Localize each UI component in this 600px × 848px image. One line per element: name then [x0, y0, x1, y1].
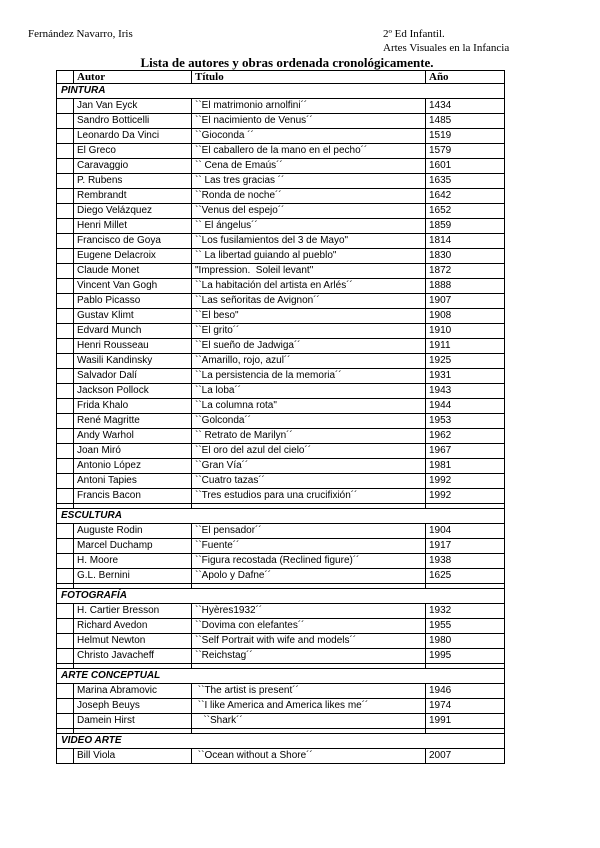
table-row: [57, 684, 505, 699]
table-row: [57, 264, 505, 279]
author-cell: Leonardo Da Vinci: [74, 129, 192, 144]
row-index-cell: [57, 309, 74, 324]
author-cell: Claude Monet: [74, 264, 192, 279]
table-row: [57, 294, 505, 309]
author-cell: Jackson Pollock: [74, 384, 192, 399]
author-cell: H. Cartier Bresson: [74, 604, 192, 619]
row-index-cell: [57, 339, 74, 354]
year-cell: 1932: [426, 604, 505, 619]
year-cell: 1579: [426, 144, 505, 159]
table-row: [57, 714, 505, 729]
author-cell: Auguste Rodin: [74, 524, 192, 539]
row-index-cell: [57, 219, 74, 234]
title-cell: ``El pensador´´: [192, 524, 426, 539]
year-cell: 1967: [426, 444, 505, 459]
table-row: [57, 219, 505, 234]
table-row: [57, 369, 505, 384]
row-index-cell: [57, 444, 74, 459]
year-cell: 2007: [426, 749, 505, 764]
row-index-cell: [57, 699, 74, 714]
year-cell: 1859: [426, 219, 505, 234]
year-cell: 1938: [426, 554, 505, 569]
author-cell: Caravaggio: [74, 159, 192, 174]
year-cell: 1904: [426, 524, 505, 539]
author-cell: Gustav Klimt: [74, 309, 192, 324]
row-index-cell: [57, 429, 74, 444]
row-index-cell: [57, 294, 74, 309]
subject-label: Artes Visuales en la Infancia: [383, 42, 510, 54]
title-cell: ``El matrimonio arnolfini´´: [192, 99, 426, 114]
author-cell: Antonio López: [74, 459, 192, 474]
year-cell: 1911: [426, 339, 505, 354]
author-cell: Pablo Picasso: [74, 294, 192, 309]
table-row: [57, 309, 505, 324]
title-cell: ``El beso": [192, 309, 426, 324]
row-index-cell: [57, 384, 74, 399]
author-cell: Rembrandt: [74, 189, 192, 204]
table-row: [57, 189, 505, 204]
year-cell: 1962: [426, 429, 505, 444]
row-index-cell: [57, 459, 74, 474]
author-cell: Sandro Botticelli: [74, 114, 192, 129]
year-cell: 1642: [426, 189, 505, 204]
row-index-cell: [57, 189, 74, 204]
table-header-row: [57, 71, 505, 84]
author-cell: Frida Khalo: [74, 399, 192, 414]
row-index-cell: [57, 524, 74, 539]
year-cell: 1944: [426, 399, 505, 414]
table-row: [57, 749, 505, 764]
row-index-cell: [57, 604, 74, 619]
row-index-cell: [57, 414, 74, 429]
title-cell: ``Self Portrait with wife and models´´: [192, 634, 426, 649]
table-row: [57, 699, 505, 714]
row-index-cell: [57, 474, 74, 489]
table-row: [57, 619, 505, 634]
table-row: [57, 384, 505, 399]
title-cell: ``Los fusilamientos del 3 de Mayo": [192, 234, 426, 249]
author-cell: Diego Velázquez: [74, 204, 192, 219]
author-cell: Francisco de Goya: [74, 234, 192, 249]
row-index-cell: [57, 99, 74, 114]
title-cell: ``Fuente´´: [192, 539, 426, 554]
row-index-cell: [57, 204, 74, 219]
author-cell: Andy Warhol: [74, 429, 192, 444]
table-row: [57, 474, 505, 489]
table-row: [57, 99, 505, 114]
row-index-cell: [57, 249, 74, 264]
year-cell: 1485: [426, 114, 505, 129]
year-cell: 1992: [426, 474, 505, 489]
table-row: [57, 354, 505, 369]
title-cell: ``Dovima con elefantes´´: [192, 619, 426, 634]
table-row: [57, 204, 505, 219]
section-heading: VIDEO ARTE: [57, 734, 505, 749]
table-row: [57, 129, 505, 144]
column-header-year: Año: [426, 71, 505, 84]
year-cell: 1601: [426, 159, 505, 174]
table-row: [57, 444, 505, 459]
author-cell: Wasili Kandinsky: [74, 354, 192, 369]
author-cell: René Magritte: [74, 414, 192, 429]
title-cell: ``Figura recostada (Reclined figure)´´: [192, 554, 426, 569]
table-row: [57, 604, 505, 619]
title-cell: ``Tres estudios para una crucifixión´´: [192, 489, 426, 504]
section-heading: PINTURA: [57, 84, 505, 99]
year-cell: 1910: [426, 324, 505, 339]
year-cell: 1907: [426, 294, 505, 309]
year-cell: 1943: [426, 384, 505, 399]
artworks-table: [56, 70, 505, 764]
title-cell: ``La columna rota": [192, 399, 426, 414]
row-index-cell: [57, 174, 74, 189]
table-row: [57, 634, 505, 649]
author-cell: Salvador Dalí: [74, 369, 192, 384]
title-cell: ``Amarillo, rojo, azul´´: [192, 354, 426, 369]
table-row: [57, 114, 505, 129]
title-cell: `` Cena de Emaús´´: [192, 159, 426, 174]
row-index-cell: [57, 489, 74, 504]
row-index-cell: [57, 539, 74, 554]
row-index-cell: [57, 159, 74, 174]
table-row: [57, 249, 505, 264]
section-heading: ESCULTURA: [57, 509, 505, 524]
author-cell: Jan Van Eyck: [74, 99, 192, 114]
row-index-cell: [57, 354, 74, 369]
title-cell: ``Gran Vía´´: [192, 459, 426, 474]
title-cell: ``Golconda´´: [192, 414, 426, 429]
page-title: Lista de autores y obras ordenada cronológicamente.: [140, 55, 434, 70]
author-cell: Damein Hirst: [74, 714, 192, 729]
year-cell: 1872: [426, 264, 505, 279]
table-row: [57, 234, 505, 249]
header-blank-cell: [57, 71, 74, 84]
title-cell: `` Las tres gracias ´´: [192, 174, 426, 189]
author-cell: Marcel Duchamp: [74, 539, 192, 554]
year-cell: 1625: [426, 569, 505, 584]
row-index-cell: [57, 554, 74, 569]
title-cell: ``La loba´´: [192, 384, 426, 399]
year-cell: 1925: [426, 354, 505, 369]
section-header-row: [57, 84, 505, 99]
section-header-row: [57, 589, 505, 604]
year-cell: 1519: [426, 129, 505, 144]
section-heading: FOTOGRAFÍA: [57, 589, 505, 604]
row-index-cell: [57, 649, 74, 664]
title-cell: ``Ronda de noche´´: [192, 189, 426, 204]
row-index-cell: [57, 619, 74, 634]
row-index-cell: [57, 324, 74, 339]
author-cell: Eugene Delacroix: [74, 249, 192, 264]
title-cell: ``Ocean without a Shore´´: [192, 749, 426, 764]
column-header-author: Autor: [74, 71, 192, 84]
author-cell: Henri Rousseau: [74, 339, 192, 354]
row-index-cell: [57, 399, 74, 414]
table-row: [57, 539, 505, 554]
table-row: [57, 339, 505, 354]
table-row: [57, 524, 505, 539]
table-row: [57, 459, 505, 474]
author-cell: Vincent Van Gogh: [74, 279, 192, 294]
row-index-cell: [57, 144, 74, 159]
table-row: [57, 324, 505, 339]
row-index-cell: [57, 749, 74, 764]
table-row: [57, 554, 505, 569]
year-cell: 1908: [426, 309, 505, 324]
title-cell: ``Shark´´: [192, 714, 426, 729]
year-cell: 1953: [426, 414, 505, 429]
course-label: 2º Ed Infantil.: [383, 28, 445, 40]
author-cell: Marina Abramovic: [74, 684, 192, 699]
title-cell: ``El sueño de Jadwiga´´: [192, 339, 426, 354]
title-cell: ``El grito´´: [192, 324, 426, 339]
author-cell: Christo Javacheff: [74, 649, 192, 664]
year-cell: 1652: [426, 204, 505, 219]
column-header-title: Título: [192, 71, 426, 84]
year-cell: 1946: [426, 684, 505, 699]
author-cell: Francis Bacon: [74, 489, 192, 504]
row-index-cell: [57, 129, 74, 144]
table-body: [57, 84, 505, 764]
section-header-row: [57, 669, 505, 684]
title-cell: ``Reichstag´´: [192, 649, 426, 664]
year-cell: 1814: [426, 234, 505, 249]
section-header-row: [57, 734, 505, 749]
title-cell: ``La habitación del artista en Arlés´´: [192, 279, 426, 294]
table-row: [57, 174, 505, 189]
author-cell: Antoni Tapies: [74, 474, 192, 489]
title-cell: ``La persistencia de la memoria´´: [192, 369, 426, 384]
table-row: [57, 414, 505, 429]
year-cell: 1931: [426, 369, 505, 384]
author-cell: Joseph Beuys: [74, 699, 192, 714]
row-index-cell: [57, 569, 74, 584]
author-cell: Edvard Munch: [74, 324, 192, 339]
year-cell: 1830: [426, 249, 505, 264]
title-cell: ``The artist is present´´: [192, 684, 426, 699]
table-row: [57, 429, 505, 444]
table-row: [57, 279, 505, 294]
year-cell: 1434: [426, 99, 505, 114]
title-cell: ``Las señoritas de Avignon´´: [192, 294, 426, 309]
title-cell: ``Apolo y Dafne´´: [192, 569, 426, 584]
table-row: [57, 649, 505, 664]
table-row: [57, 159, 505, 174]
author-cell: G.L. Bernini: [74, 569, 192, 584]
year-cell: 1917: [426, 539, 505, 554]
author-cell: Joan Miró: [74, 444, 192, 459]
title-cell: ``Cuatro tazas´´: [192, 474, 426, 489]
row-index-cell: [57, 264, 74, 279]
author-cell: Richard Avedon: [74, 619, 192, 634]
row-index-cell: [57, 634, 74, 649]
year-cell: 1992: [426, 489, 505, 504]
year-cell: 1635: [426, 174, 505, 189]
table-row: [57, 569, 505, 584]
title-cell: ``El caballero de la mano en el pecho´´: [192, 144, 426, 159]
year-cell: 1995: [426, 649, 505, 664]
row-index-cell: [57, 714, 74, 729]
year-cell: 1974: [426, 699, 505, 714]
student-name: Fernández Navarro, Iris: [28, 28, 133, 40]
row-index-cell: [57, 684, 74, 699]
title-cell: ``El nacimiento de Venus´´: [192, 114, 426, 129]
row-index-cell: [57, 369, 74, 384]
table-row: [57, 144, 505, 159]
row-index-cell: [57, 114, 74, 129]
row-index-cell: [57, 234, 74, 249]
table-row: [57, 399, 505, 414]
year-cell: 1981: [426, 459, 505, 474]
author-cell: El Greco: [74, 144, 192, 159]
author-cell: Bill Viola: [74, 749, 192, 764]
title-cell: ``I like America and America likes me´´: [192, 699, 426, 714]
year-cell: 1955: [426, 619, 505, 634]
year-cell: 1888: [426, 279, 505, 294]
title-cell: ``El oro del azul del cielo´´: [192, 444, 426, 459]
author-cell: H. Moore: [74, 554, 192, 569]
title-cell: ``Hyères1932´´: [192, 604, 426, 619]
title-cell: "Impression. Soleil levant": [192, 264, 426, 279]
title-cell: `` El ángelus´´: [192, 219, 426, 234]
title-cell: `` La libertad guiando al pueblo": [192, 249, 426, 264]
section-header-row: [57, 509, 505, 524]
year-cell: 1980: [426, 634, 505, 649]
section-heading: ARTE CONCEPTUAL: [57, 669, 505, 684]
year-cell: 1991: [426, 714, 505, 729]
table-row: [57, 489, 505, 504]
author-cell: Helmut Newton: [74, 634, 192, 649]
row-index-cell: [57, 279, 74, 294]
author-cell: P. Rubens: [74, 174, 192, 189]
title-cell: `` Retrato de Marilyn´´: [192, 429, 426, 444]
title-cell: ``Gioconda ´´: [192, 129, 426, 144]
title-cell: ``Venus del espejo´´: [192, 204, 426, 219]
author-cell: Henri Millet: [74, 219, 192, 234]
